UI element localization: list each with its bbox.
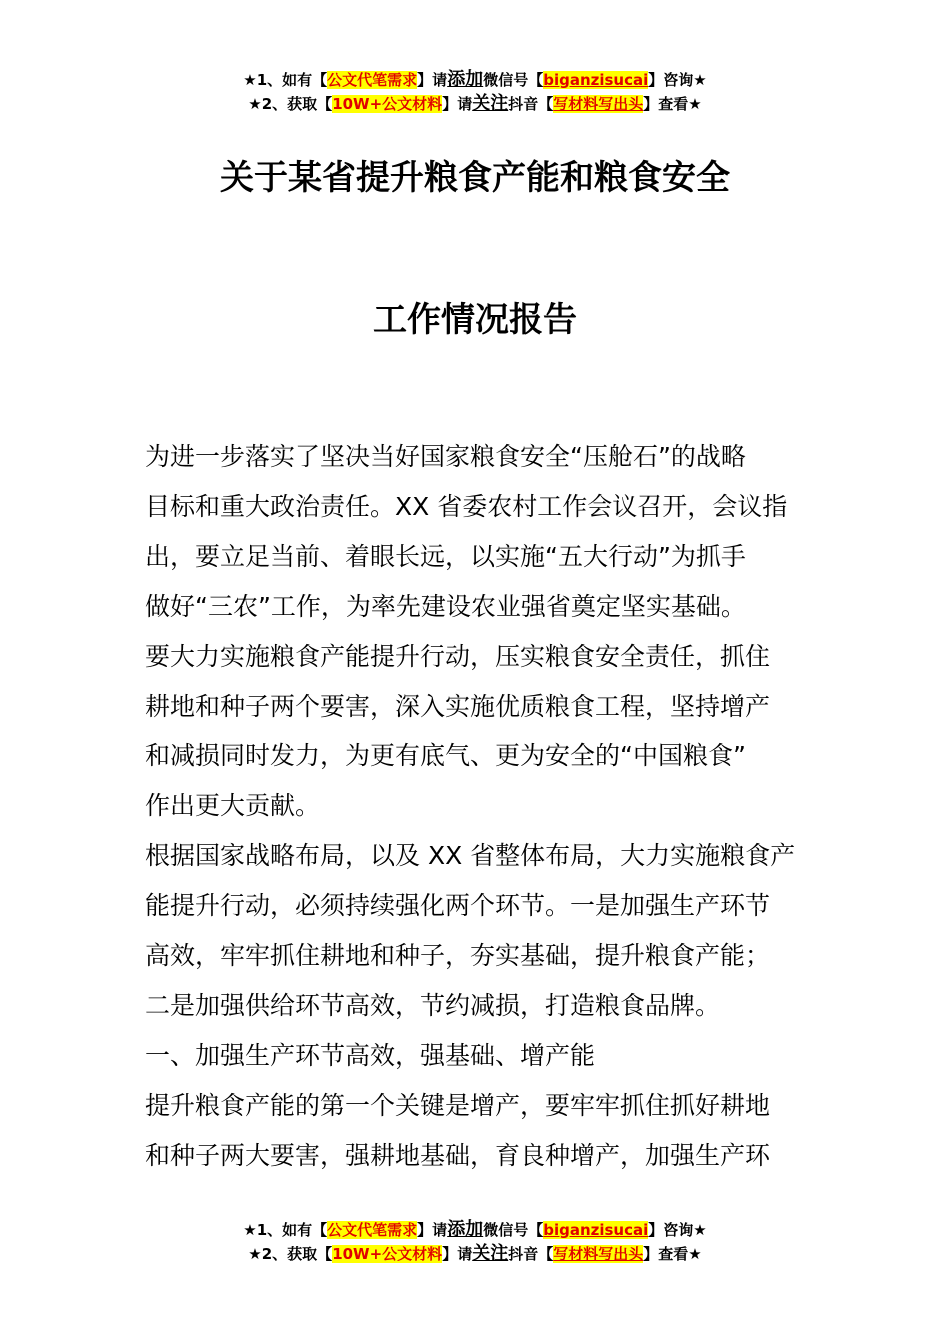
promo-header [0,68,950,116]
promo-text: ★2、获取【 [248,95,333,113]
douyin-id: 写材料写出头 [553,1245,644,1263]
promo-emphasis: 关注 [472,93,509,114]
text-line: 根据国家战略布局，以及 XX 省整体布局，大力实施粮食产 [145,841,796,871]
douyin-id: 写材料写出头 [553,95,644,113]
promo-text: 】咨询★ [648,71,707,89]
wechat-id: biganzisucai [543,1221,649,1239]
promo-highlight: 公文代笔需求 [327,71,418,89]
paragraph [145,831,825,1031]
promo-text: 】查看★ [643,95,702,113]
paragraph [145,1081,825,1181]
promo-text: ★2、获取【 [248,1245,333,1263]
text-line: 二是加强供给环节高效，节约减损，打造粮食品牌。 [145,990,721,1020]
text-line: 做好“三农”工作，为率先建设农业强省奠定坚实基础。 [145,591,746,621]
promo-text: 】查看★ [643,1245,702,1263]
text-line: 出，要立足当前、着眼长远，以实施“五大行动”为抓手 [145,541,746,571]
promo-text: ★1、如有【 [243,71,328,89]
promo-text: 】请 [417,71,448,89]
promo-emphasis: 关注 [472,1243,509,1264]
promo-text: 微信号【 [483,1221,544,1239]
promo-line-2 [0,1242,950,1266]
text-line: 一、加强生产环节高效，强基础、增产能 [145,1040,596,1070]
text-line: 和种子两大要害，强耕地基础，育良种增产，加强生产环 [145,1140,771,1170]
wechat-id: biganzisucai [543,71,649,89]
document-title-line-1: 关于某省提升粮食产能和粮食安全 [220,158,730,198]
text-line: 耕地和种子两个要害，深入实施优质粮食工程，坚持增产 [145,691,771,721]
document-title-line-2: 工作情况报告 [373,300,577,340]
promo-text: 】请 [442,95,473,113]
promo-highlight: 公文代笔需求 [327,1221,418,1239]
promo-text: 】咨询★ [648,1221,707,1239]
promo-footer [0,1218,950,1266]
promo-text: ★1、如有【 [243,1221,328,1239]
promo-emphasis: 添加 [447,69,484,90]
promo-line-1 [0,68,950,92]
text-line: 要大力实施粮食产能提升行动，压实粮食安全责任，抓住 [145,641,771,671]
promo-emphasis: 添加 [447,1219,484,1240]
text-line: 目标和重大政治责任。XX 省委农村工作会议召开，会议指 [145,491,788,521]
promo-line-1 [0,1218,950,1242]
text-line: 提升粮食产能的第一个关键是增产，要牢牢抓住抓好耕地 [145,1090,771,1120]
text-line: 作出更大贡献。 [145,791,321,821]
promo-text: 】请 [417,1221,448,1239]
promo-highlight: 10W+公文材料 [332,95,443,113]
text-line: 高效，牢牢抓住耕地和种子，夯实基础，提升粮食产能； [145,941,771,971]
promo-line-2 [0,92,950,116]
text-line: 和减损同时发力，为更有底气、更为安全的“中国粮食” [145,741,746,771]
promo-text: 微信号【 [483,71,544,89]
document-body [145,432,825,1181]
promo-text: 】请 [442,1245,473,1263]
text-line: 能提升行动，必须持续强化两个环节。一是加强生产环节 [145,891,771,921]
paragraph [145,1031,825,1081]
paragraph [145,432,825,831]
promo-highlight: 10W+公文材料 [332,1245,443,1263]
text-line: 为进一步落实了坚决当好国家粮食安全“压舱石”的战略 [145,442,746,471]
promo-text: 抖音【 [508,95,554,113]
promo-text: 抖音【 [508,1245,554,1263]
